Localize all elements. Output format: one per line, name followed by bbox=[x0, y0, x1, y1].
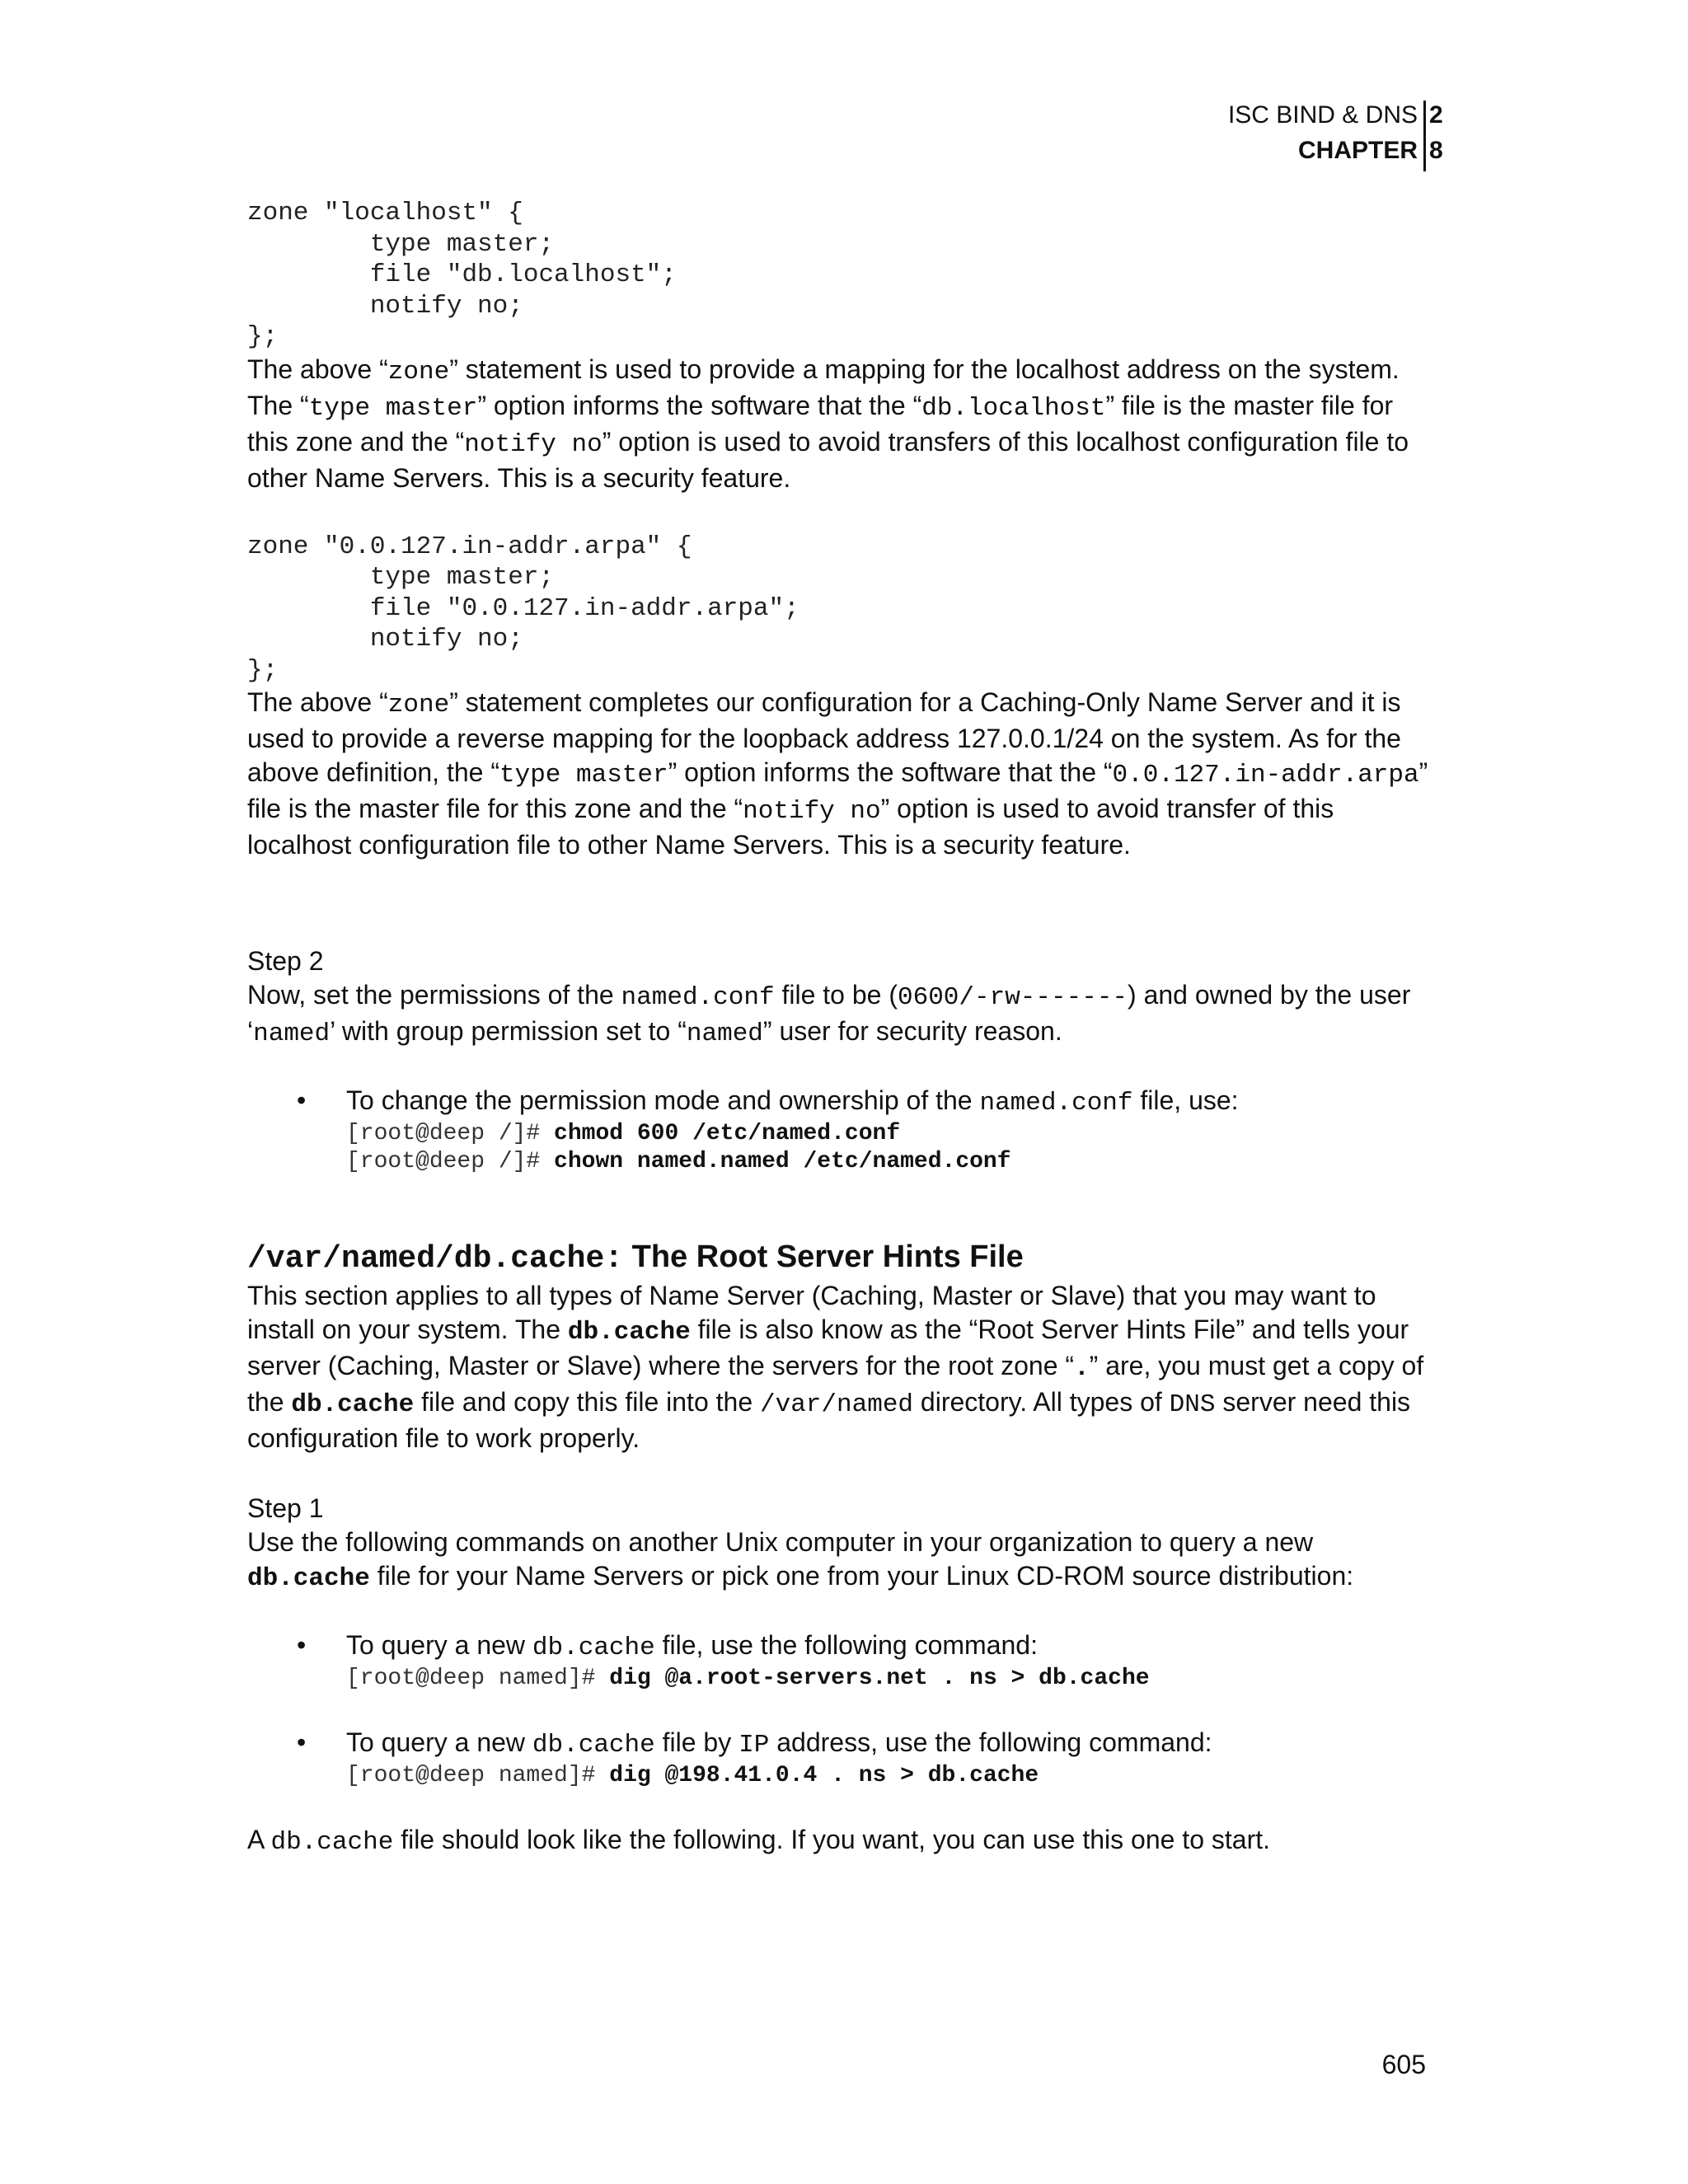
paragraph-reverse-zone: The above “zone” statement completes our configuration for a Caching-Only Name Server and it is used to provide a reverse mapping for the loopback address 127.0.0.1/24 on the system. As for the above definition, the “type master” option informs the software that the “0.0.127.in-addr.arpa” file is the master file for this zone and the “notify no” option is used to avoid transfer of this localhost configuration file to other Name Servers. This is a security feature. bbox=[247, 687, 1428, 860]
command-dig-ip: [root@deep named]# dig @198.41.0.4 . ns > db.cache bbox=[346, 1763, 1039, 1788]
closing-paragraph: A db.cache file should look like the following. If you want, you can use this one to start. bbox=[247, 1825, 1270, 1857]
section-intro-paragraph: This section applies to all types of Name Server (Caching, Master or Slave) that you may want to install on your system. The db.cache file is also know as the “Root Server Hints File” and tells your server (Caching, Master or Slave) where the servers for the root zone “.” are, you must get a copy of the db.cache file and copy this file into the /var/named directory. All types of DNS server need this configuration file to work properly. bbox=[247, 1281, 1424, 1453]
list-item: • To change the permission mode and ownership of the named.conf file, use: [root@deep /]# chmod 600 /etc/named.conf [root@deep /]# chown named.named /etc/named.conf bbox=[247, 1084, 1434, 1176]
command-chown: [root@deep /]# chown named.named /etc/named.conf bbox=[346, 1149, 1011, 1174]
header-chapter-digit-2: 8 bbox=[1429, 137, 1443, 164]
header-divider bbox=[1423, 101, 1426, 171]
header-chapter-digit-1: 2 bbox=[1429, 101, 1443, 129]
bullet-list-permissions bbox=[247, 1084, 1434, 1176]
page-header bbox=[1227, 97, 1443, 168]
step-1-title: Step 1 bbox=[247, 1493, 324, 1523]
header-chapter-label: CHAPTER bbox=[1297, 137, 1418, 164]
page-number: 605 bbox=[1381, 2050, 1426, 2079]
page-content bbox=[247, 198, 1434, 1859]
list-item: • To query a new db.cache file by IP address, use the following command: [root@deep named]# dig @198.41.0.4 . ns > db.cache bbox=[247, 1726, 1434, 1790]
list-item: • To query a new db.cache file, use the following command: [root@deep named]# dig @a.root-servers.net . ns > db.cache bbox=[247, 1629, 1434, 1693]
step-1-text: Use the following commands on another Unix computer in your organization to query a new db.cache file for your Name Servers or pick one from your Linux CD-ROM source distribution: bbox=[247, 1527, 1354, 1593]
section-heading: /var/named/db.cache: The Root Server Hints File bbox=[247, 1240, 1024, 1277]
bullet-icon: • bbox=[297, 1727, 307, 1757]
step-2-title: Step 2 bbox=[247, 946, 324, 976]
bullet-icon: • bbox=[297, 1085, 307, 1115]
header-title: ISC BIND & DNS bbox=[1227, 101, 1418, 129]
code-block-localhost-zone: zone "localhost" { type master; file "db.localhost"; notify no; }; bbox=[247, 199, 677, 351]
bullet-list-dig bbox=[247, 1629, 1434, 1790]
bullet-icon: • bbox=[297, 1630, 307, 1660]
command-chmod: [root@deep /]# chmod 600 /etc/named.conf bbox=[346, 1121, 901, 1146]
command-dig-hostname: [root@deep named]# dig @a.root-servers.net . ns > db.cache bbox=[346, 1666, 1150, 1691]
code-block-reverse-zone: zone "0.0.127.in-addr.arpa" { type master; file "0.0.127.in-addr.arpa"; notify no; }; bbox=[247, 532, 799, 685]
paragraph-localhost-zone: The above “zone” statement is used to provide a mapping for the localhost address on the system. The “type master” option informs the software that the “db.localhost” file is the master file for this zone and the “notify no” option is used to avoid transfers of this localhost configuration file to other Name Servers. This is a security feature. bbox=[247, 354, 1409, 493]
step-2-text: Now, set the permissions of the named.conf file to be (0600/-rw-------) and owned by the user ‘named’ with group permission set to “named” user for security reason. bbox=[247, 980, 1411, 1048]
